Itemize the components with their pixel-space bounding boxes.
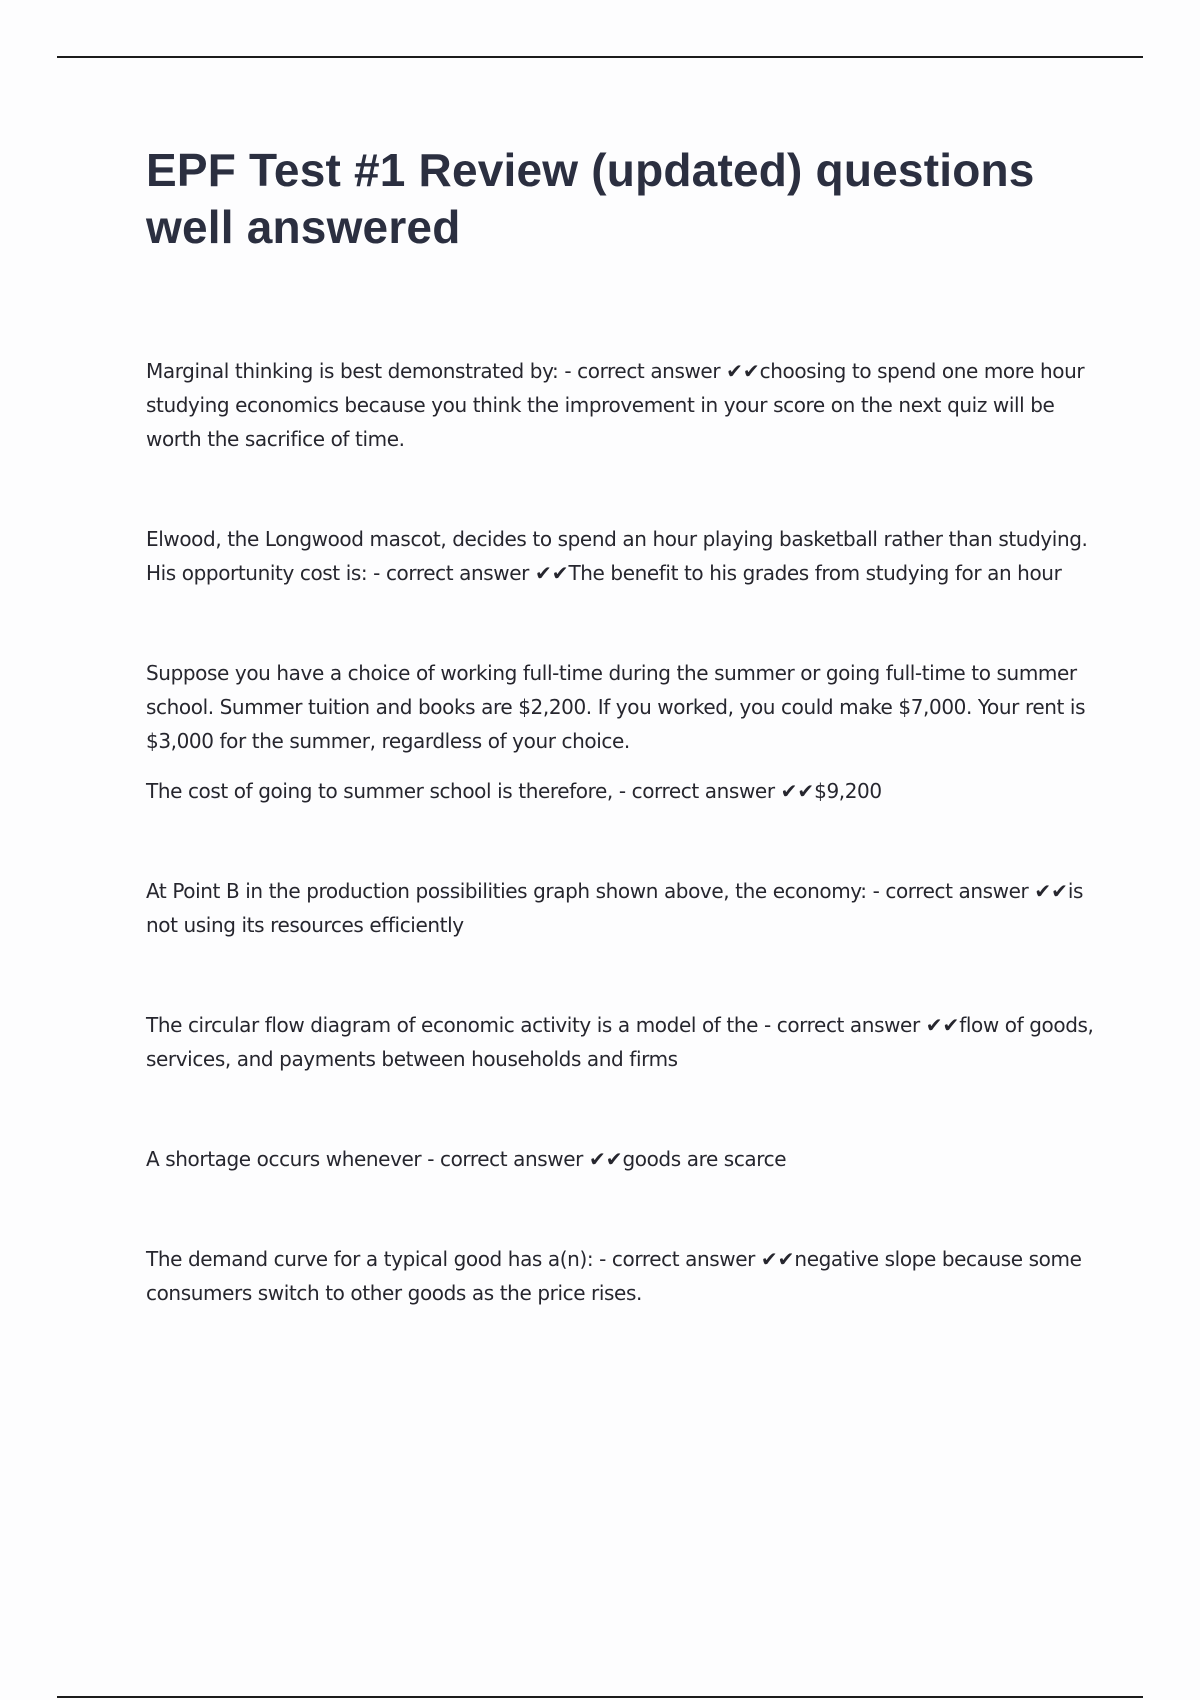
answer-text: goods are scarce bbox=[622, 1147, 787, 1171]
qa-item-4 bbox=[146, 874, 1096, 942]
answer-text: negative slope because some consumers switch to other goods as the price rises. bbox=[146, 1247, 1082, 1305]
answer-text: flow of goods, services, and payments between households and firms bbox=[146, 1013, 1094, 1071]
question-text: The demand curve for a typical good has a(n): - correct answer bbox=[146, 1247, 761, 1271]
question-text: The circular flow diagram of economic activity is a model of the - correct answer bbox=[146, 1013, 926, 1037]
checkmark-icon: ✔✔ bbox=[780, 779, 815, 803]
qa-item-7 bbox=[146, 1242, 1096, 1310]
qa-item-6 bbox=[146, 1142, 1096, 1176]
qa-list bbox=[146, 354, 1096, 1310]
question-text: Marginal thinking is best demonstrated by: - correct answer bbox=[146, 359, 727, 383]
qa-item-1 bbox=[146, 354, 1096, 456]
footer-rule bbox=[57, 1696, 1143, 1698]
qa-item-3 bbox=[146, 774, 1096, 808]
document-content bbox=[146, 142, 1096, 1310]
question-text: At Point B in the production possibilities graph shown above, the economy: - correct answer bbox=[146, 879, 1035, 903]
answer-text: $9,200 bbox=[814, 779, 882, 803]
answer-text: is not using its resources efficiently bbox=[146, 879, 1084, 937]
question-text: The cost of going to summer school is therefore, - correct answer bbox=[146, 779, 781, 803]
checkmark-icon: ✔✔ bbox=[534, 561, 569, 585]
document-title: EPF Test #1 Review (updated) questions well answered bbox=[146, 144, 1035, 253]
checkmark-icon: ✔✔ bbox=[1034, 879, 1068, 903]
checkmark-icon: ✔✔ bbox=[726, 359, 760, 383]
question-text: A shortage occurs whenever - correct answer bbox=[146, 1147, 589, 1171]
qa-item-3-context: Suppose you have a choice of working full-time during the summer or going full-time to summer school. Summer tuition and books are $2,200. If you worked, you could make $7,000. Your rent is $3,000 for the summer, regardless of your choice. bbox=[146, 661, 1086, 753]
header-rule bbox=[57, 56, 1143, 58]
question-text: Elwood, the Longwood mascot, decides to spend an hour playing basketball rather than studying. His opportunity cost is: - correct answer bbox=[146, 527, 1088, 585]
qa-item-2 bbox=[146, 522, 1096, 590]
answer-text: The benefit to his grades from studying for an hour bbox=[568, 561, 1062, 585]
answer-text: choosing to spend one more hour studying economics because you think the improvement in your score on the next quiz will be worth the sacrifice of time. bbox=[146, 359, 1085, 451]
checkmark-icon: ✔✔ bbox=[588, 1147, 623, 1171]
qa-item-5 bbox=[146, 1008, 1096, 1076]
checkmark-icon: ✔✔ bbox=[925, 1013, 960, 1037]
checkmark-icon: ✔✔ bbox=[760, 1247, 795, 1271]
